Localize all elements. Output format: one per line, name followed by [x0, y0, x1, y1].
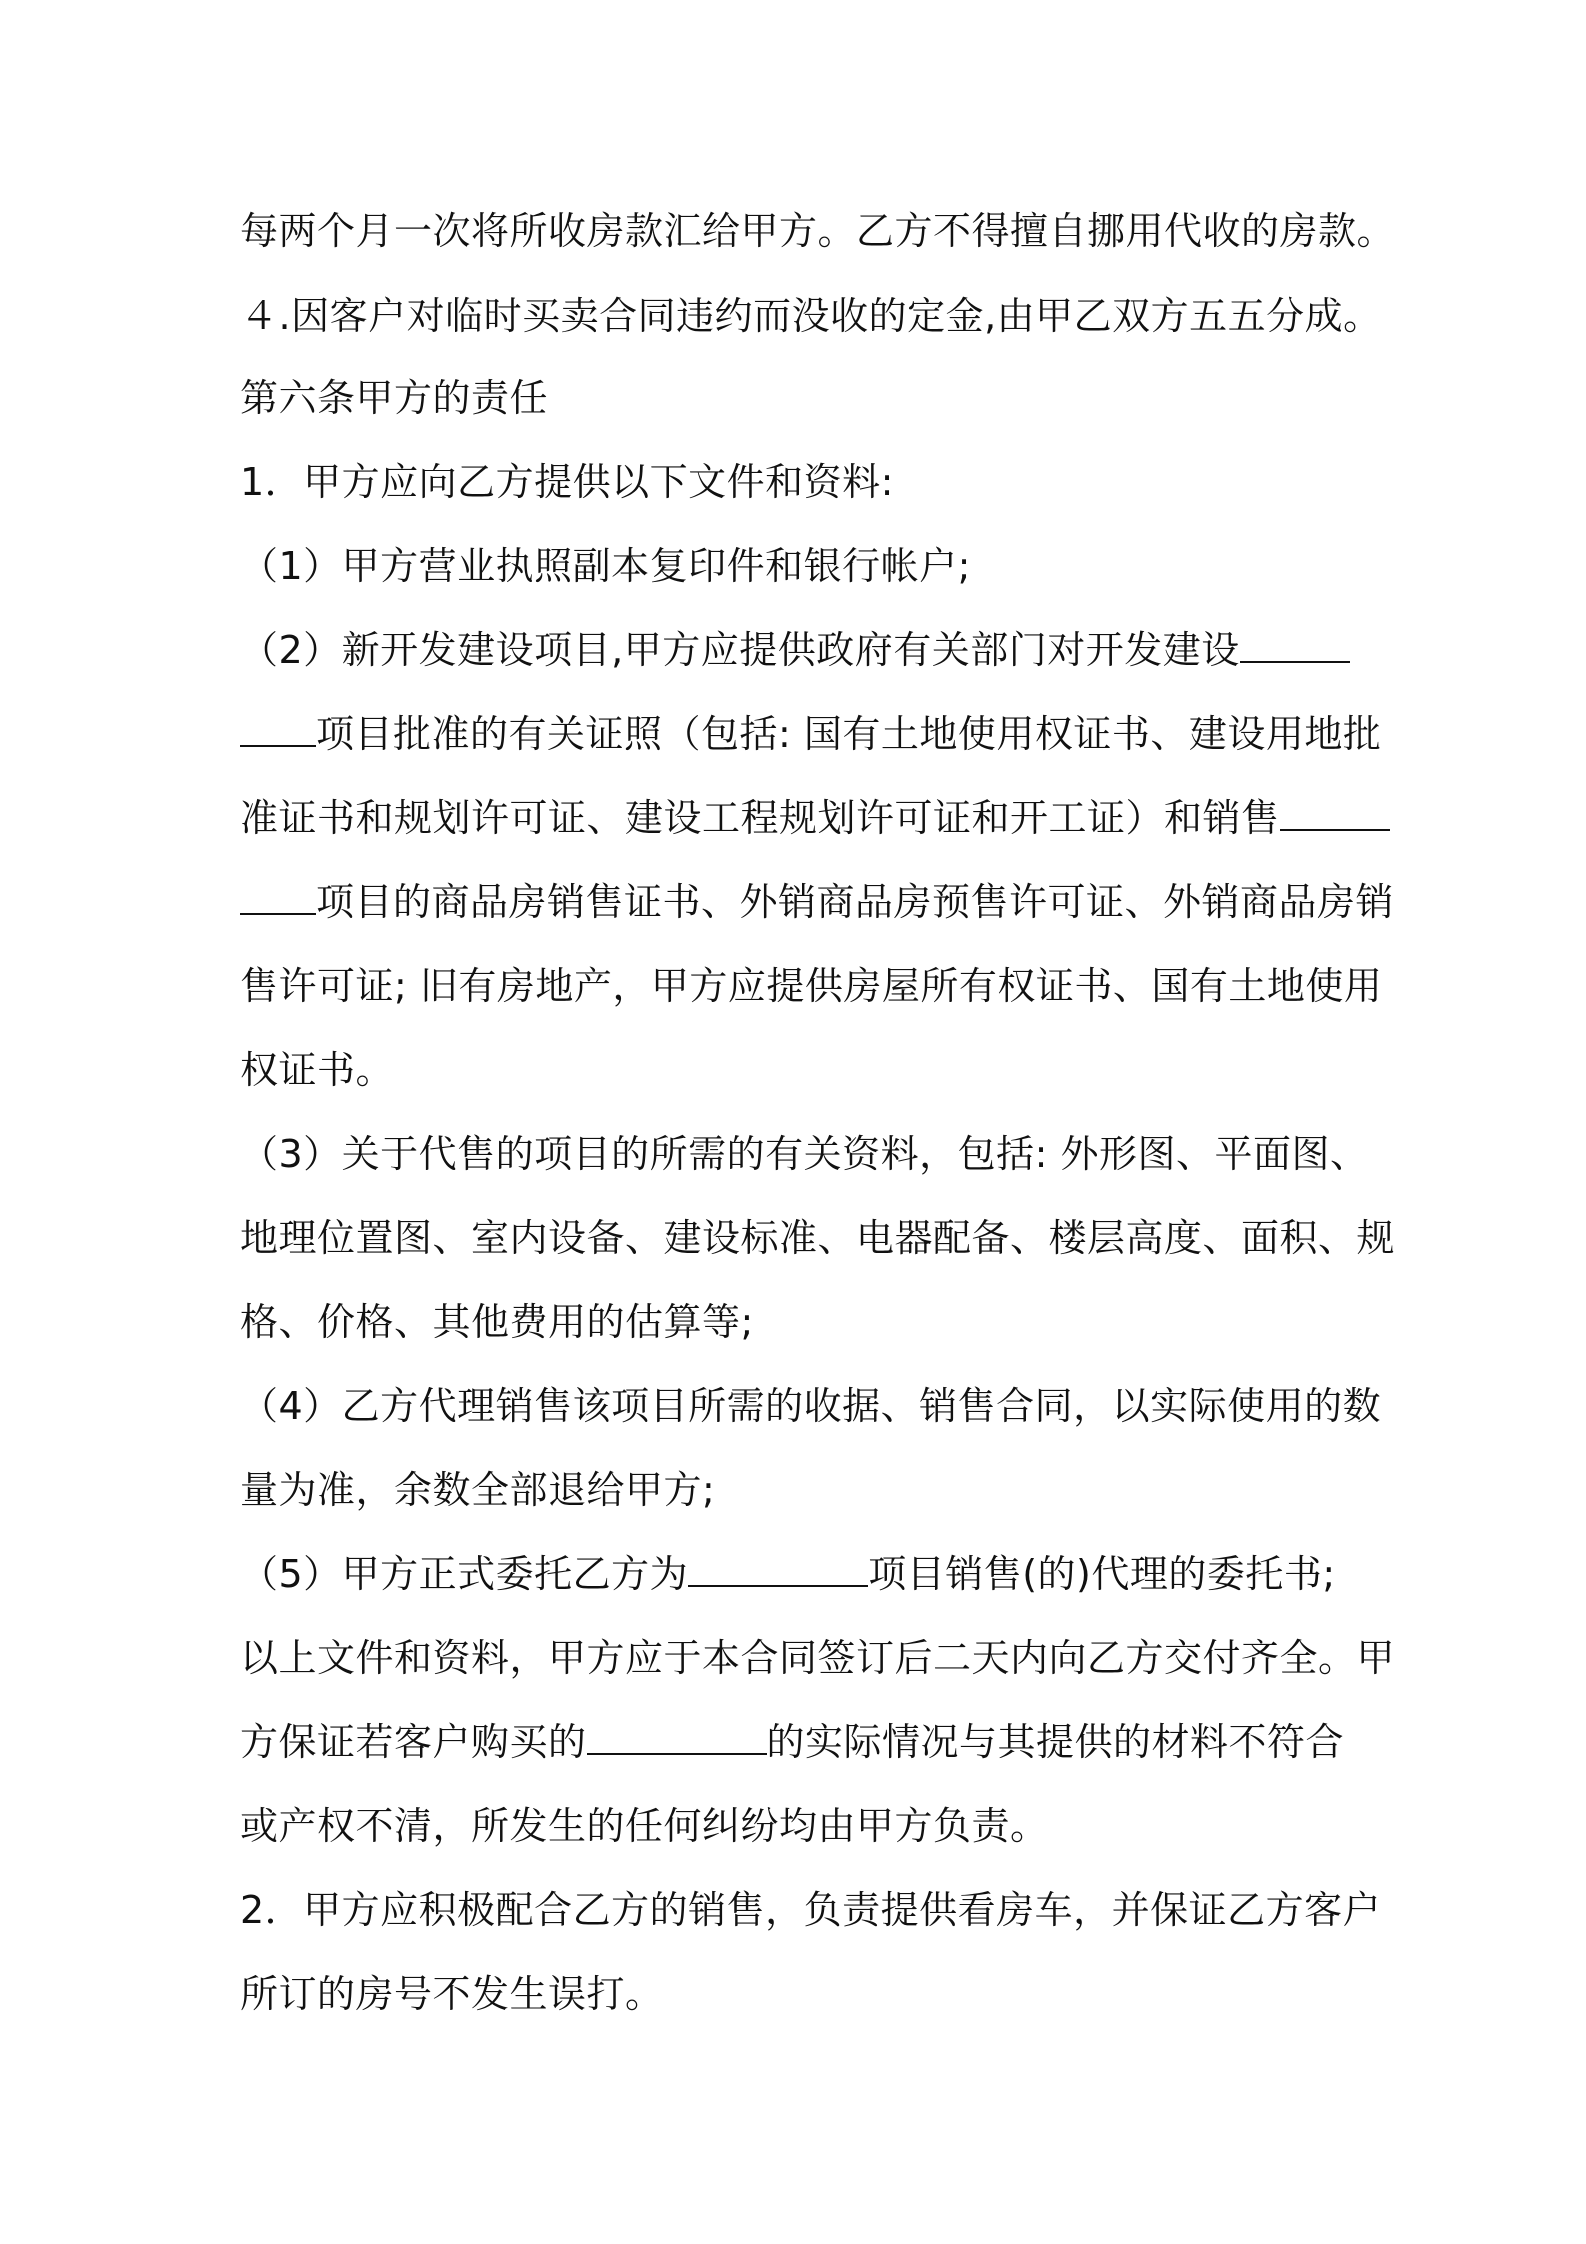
- text-line: 1．甲方应向乙方提供以下文件和资料:: [240, 460, 894, 504]
- fill-in-blank: [587, 1717, 767, 1755]
- text-line: 地理位置图、室内设备、建设标准、电器配备、楼层高度、面积、规: [240, 1216, 1396, 1260]
- text-line: 所订的房号不发生误打。: [240, 1972, 664, 2016]
- fill-in-blank: [1240, 625, 1350, 663]
- text-line: ４.因客户对临时买卖合同违约而没收的定金,由甲乙双方五五分成。: [240, 294, 1382, 338]
- fill-in-blank: [1280, 793, 1390, 831]
- text-line: 或产权不清，所发生的任何纠纷均由甲方负责。: [240, 1804, 1049, 1848]
- text-line: [240, 876, 1395, 928]
- text-line: [240, 624, 1360, 676]
- text-segment: 项目销售(的)代理的委托书;: [868, 1552, 1336, 1596]
- text-segment: （5）甲方正式委托乙方为: [240, 1552, 689, 1596]
- fill-in-blank: [240, 709, 316, 747]
- fill-in-blank: [688, 1549, 868, 1587]
- text-line: 每两个月一次将所收房款汇给甲方。乙方不得擅自挪用代收的房款。: [240, 209, 1396, 253]
- text-line: [240, 1548, 1360, 1600]
- text-segment: （2）新开发建设项目,甲方应提供政府有关部门对开发建设: [240, 628, 1240, 672]
- text-line: 以上文件和资料，甲方应于本合同签订后二天内向乙方交付齐全。甲: [240, 1636, 1396, 1680]
- section-heading: 第六条甲方的责任: [240, 376, 549, 420]
- text-line: （4）乙方代理销售该项目所需的收据、销售合同，以实际使用的数: [240, 1384, 1382, 1428]
- text-line: 售许可证; 旧有房地产，甲方应提供房屋所有权证书、国有土地使用: [240, 964, 1383, 1008]
- fill-in-blank: [240, 877, 316, 915]
- text-segment: 方保证若客户购买的: [240, 1720, 587, 1764]
- text-line: [240, 1716, 1360, 1768]
- text-line: [240, 792, 1360, 844]
- text-line: [240, 708, 1382, 760]
- text-line: （1）甲方营业执照副本复印件和银行帐户;: [240, 544, 971, 588]
- text-line: 量为准，余数全部退给甲方;: [240, 1468, 716, 1512]
- text-line: 2．甲方应积极配合乙方的销售，负责提供看房车，并保证乙方客户: [240, 1888, 1382, 1932]
- text-segment: 项目批准的有关证照（包括: 国有土地使用权证书、建设用地批: [316, 712, 1382, 756]
- text-segment: 项目的商品房销售证书、外销商品房预售许可证、外销商品房销: [316, 880, 1395, 924]
- text-segment: 准证书和规划许可证、建设工程规划许可证和开工证）和销售: [240, 796, 1280, 840]
- text-line: 权证书。: [240, 1048, 395, 1092]
- text-line: （3）关于代售的项目的所需的有关资料，包括: 外形图、平面图、: [240, 1132, 1369, 1176]
- text-line: 格、价格、其他费用的估算等;: [240, 1300, 754, 1344]
- text-segment: 的实际情况与其提供的材料不符合: [766, 1720, 1345, 1764]
